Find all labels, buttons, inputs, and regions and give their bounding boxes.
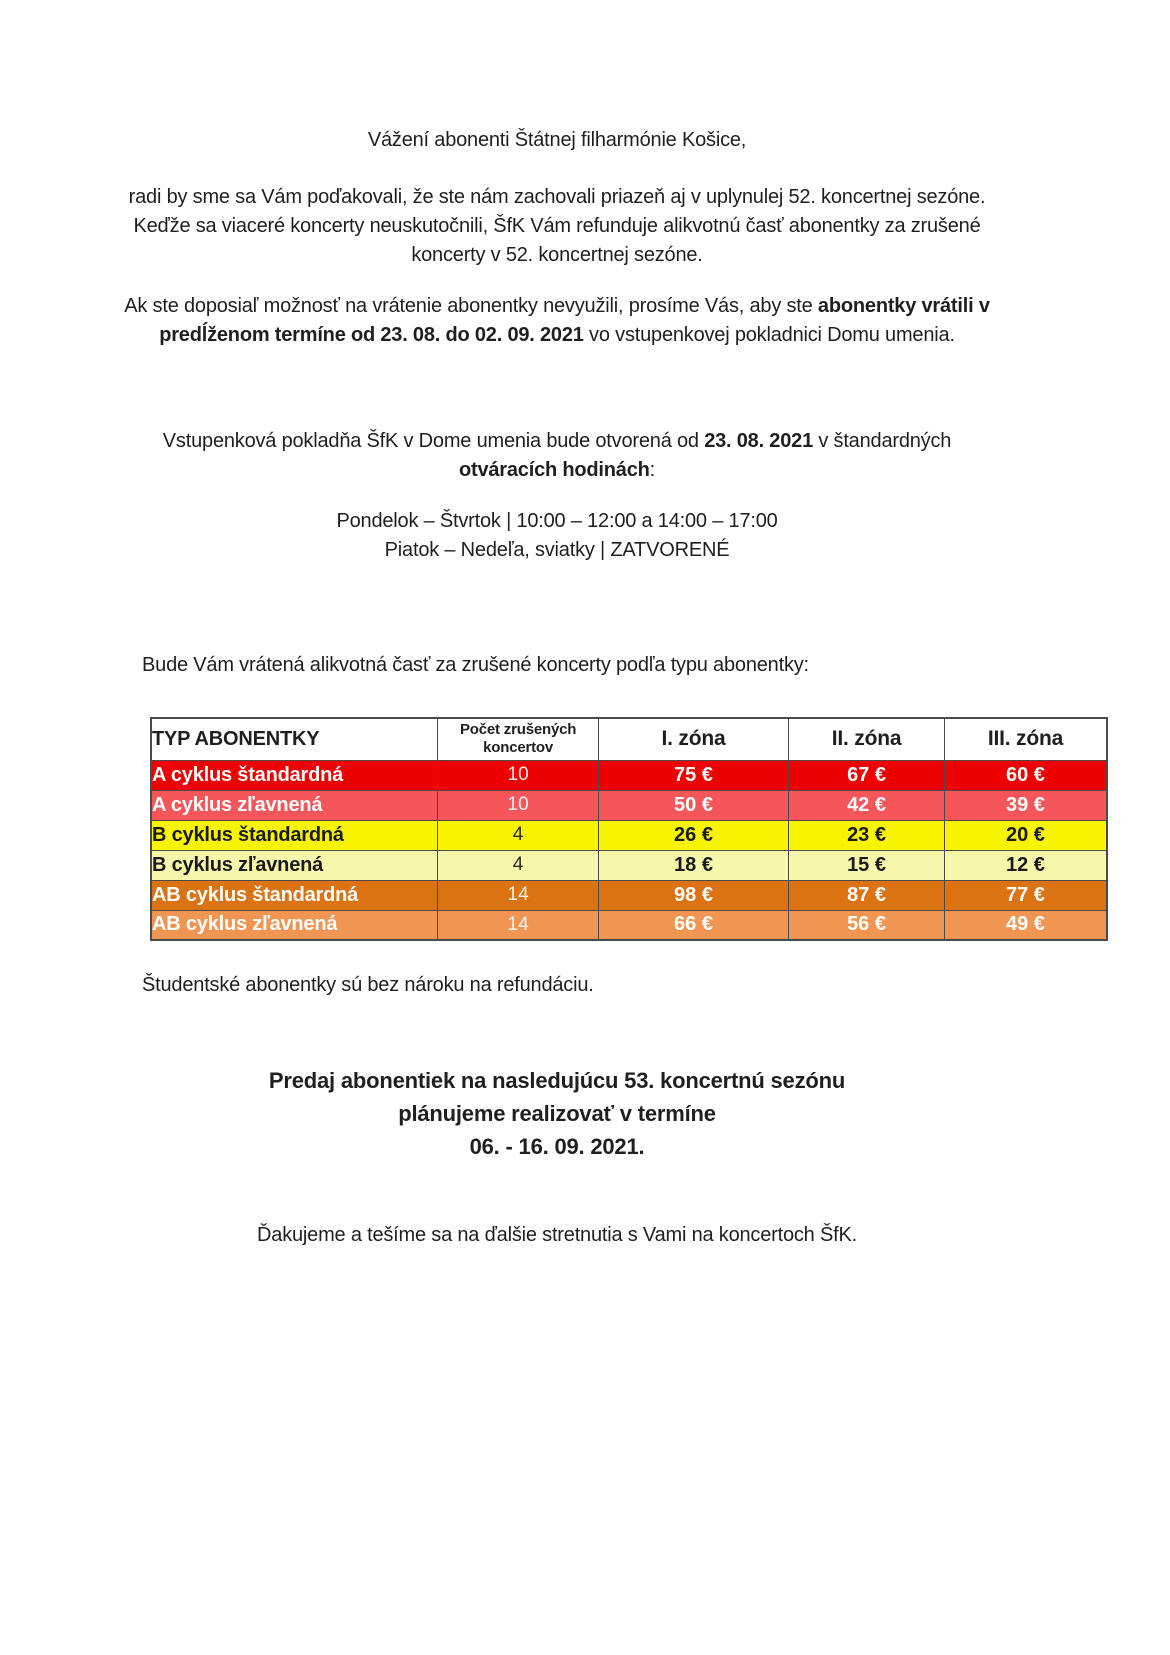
bold-deadline-segment: abonentky vrátili v predĺženom termíne od 23. 08. do 02. 09. 2021 xyxy=(159,295,990,346)
table-row xyxy=(151,910,1107,940)
cell-zone3-price: 20 € xyxy=(944,820,1107,850)
cell-zone3-price: 60 € xyxy=(944,760,1107,790)
text-segment: : xyxy=(649,459,656,481)
cell-zone3-price: 77 € xyxy=(944,880,1107,910)
sale-line-3: 06. - 16. 09. 2021. xyxy=(469,1134,645,1159)
sale-line-1: Predaj abonentiek na nasledujúcu 53. koncertnú sezónu xyxy=(268,1068,846,1093)
cell-cancelled-count: 4 xyxy=(438,820,599,850)
cell-zone3-price: 49 € xyxy=(944,910,1107,940)
cell-cancelled-count: 10 xyxy=(438,790,599,820)
cell-zone2-price: 42 € xyxy=(789,790,945,820)
cell-zone1-price: 50 € xyxy=(598,790,788,820)
header-type: TYP ABONENTKY xyxy=(151,718,438,760)
cell-zone2-price: 15 € xyxy=(789,850,945,880)
refund-table xyxy=(150,717,1108,941)
cell-type: B cyklus štandardná xyxy=(151,820,438,850)
bold-hours-segment: otváracích hodinách xyxy=(458,459,650,481)
cell-zone3-price: 39 € xyxy=(944,790,1107,820)
cell-zone1-price: 26 € xyxy=(598,820,788,850)
cell-zone1-price: 18 € xyxy=(598,850,788,880)
table-intro-line: Bude Vám vrátená alikvotná časť za zrušené koncerty podľa typu abonentky: xyxy=(142,654,809,676)
cell-type: AB cyklus zľavnená xyxy=(151,910,438,940)
cashdesk-paragraph xyxy=(112,427,1002,485)
closing-thanks-line: Ďakujeme a tešíme sa na ďalšie stretnutia s Vami na koncertoch ŠfK. xyxy=(257,1224,857,1246)
table-row xyxy=(151,820,1107,850)
cell-zone1-price: 98 € xyxy=(598,880,788,910)
thanks-paragraph: radi by sme sa Vám poďakovali, že ste nám zachovali priazeň aj v uplynulej 52. koncertnej sezóne. Keďže sa viaceré koncerty neuskutočnili, ŠfK Vám refunduje alikvotnú časť abonentky za zrušené koncerty v 52. koncertnej sezóne. xyxy=(128,186,986,266)
table-row xyxy=(151,790,1107,820)
salutation-line: Vážení abonenti Štátnej filharmónie Košice, xyxy=(367,129,747,151)
text-segment: v štandardných xyxy=(813,430,952,452)
header-zone1: I. zóna xyxy=(598,718,788,760)
bold-date-segment: 23. 08. 2021 xyxy=(704,430,813,452)
cell-cancelled-count: 14 xyxy=(438,880,599,910)
table-row xyxy=(151,760,1107,790)
table-row xyxy=(151,880,1107,910)
refund-table-wrapper xyxy=(150,717,1108,941)
table-row xyxy=(151,850,1107,880)
students-note-line: Študentské abonentky sú bez nároku na refundáciu. xyxy=(142,974,594,996)
hours-weekdays-line: Pondelok – Štvrtok | 10:00 – 12:00 a 14:00 – 17:00 xyxy=(336,510,778,532)
cell-cancelled-count: 14 xyxy=(438,910,599,940)
header-zone3: III. zóna xyxy=(944,718,1107,760)
text-segment: vo vstupenkovej pokladnici Domu umenia. xyxy=(583,324,955,346)
text-segment: Vstupenková pokladňa ŠfK v Dome umenia bude otvorená od xyxy=(162,430,705,452)
cell-zone1-price: 66 € xyxy=(598,910,788,940)
opening-hours-block xyxy=(112,507,1002,565)
return-deadline-paragraph xyxy=(112,292,1002,350)
cell-type: A cyklus zľavnená xyxy=(151,790,438,820)
text-segment: Ak ste doposiaľ možnosť na vrátenie abonentky nevyužili, prosíme Vás, aby ste xyxy=(124,295,818,317)
cell-type: AB cyklus štandardná xyxy=(151,880,438,910)
header-zone2: II. zóna xyxy=(789,718,945,760)
sale-line-2: plánujeme realizovať v termíne xyxy=(398,1101,716,1126)
cell-type: B cyklus zľavnená xyxy=(151,850,438,880)
next-season-sale-block xyxy=(112,1064,1002,1163)
cell-zone2-price: 23 € xyxy=(789,820,945,850)
cell-zone2-price: 56 € xyxy=(789,910,945,940)
cell-zone1-price: 75 € xyxy=(598,760,788,790)
cell-zone3-price: 12 € xyxy=(944,850,1107,880)
cell-zone2-price: 87 € xyxy=(789,880,945,910)
cell-cancelled-count: 10 xyxy=(438,760,599,790)
table-header-row xyxy=(151,718,1107,760)
hours-weekend-line: Piatok – Nedeľa, sviatky | ZATVORENÉ xyxy=(384,539,730,561)
header-cancelled-count: Počet zrušených koncertov xyxy=(438,718,599,760)
cell-zone2-price: 67 € xyxy=(789,760,945,790)
cell-type: A cyklus štandardná xyxy=(151,760,438,790)
cell-cancelled-count: 4 xyxy=(438,850,599,880)
